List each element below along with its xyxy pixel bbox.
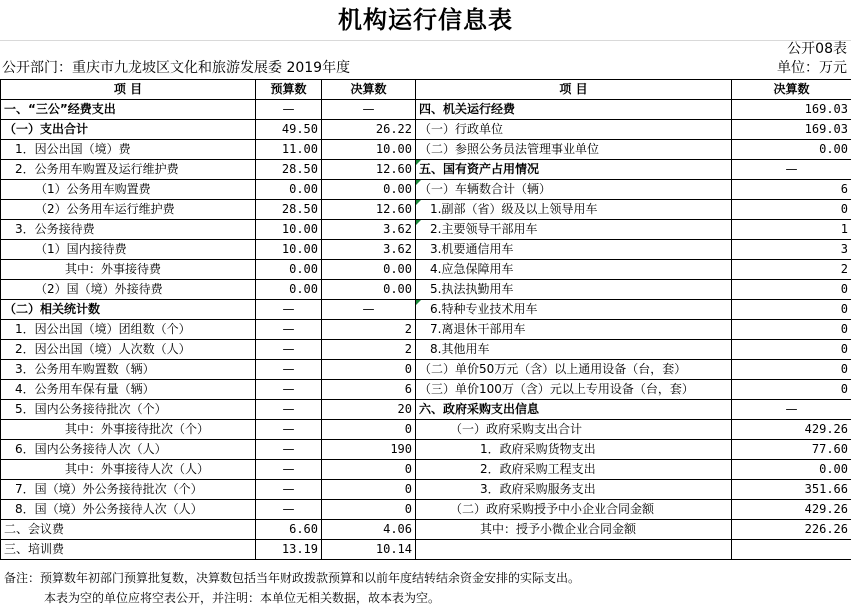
table-row	[1, 300, 851, 320]
left-budget-value: 28.50	[256, 200, 322, 220]
left-item-label: 6．国内公务接待人次（人）	[1, 440, 256, 460]
right-item-label: （二）参照公务员法管理事业单位	[416, 140, 732, 160]
right-final-value: 429.26	[732, 420, 851, 440]
info-table	[0, 79, 851, 560]
right-final-value: —	[732, 400, 851, 420]
left-budget-value: —	[256, 360, 322, 380]
left-item-label: 其中：外事接待费	[1, 260, 256, 280]
left-final-value: 26.22	[322, 120, 416, 140]
left-final-value: 190	[322, 440, 416, 460]
header-final: 决算数	[322, 80, 416, 100]
table-row	[1, 400, 851, 420]
right-final-value: 1	[732, 220, 851, 240]
header-budget: 预算数	[256, 80, 322, 100]
table-row	[1, 480, 851, 500]
table-row	[1, 260, 851, 280]
left-item-label: （2）公务用车运行维护费	[1, 200, 256, 220]
left-budget-value: —	[256, 320, 322, 340]
header-item-right: 项 目	[416, 80, 732, 100]
right-final-value: 6	[732, 180, 851, 200]
table-row	[1, 160, 851, 180]
left-final-value: 10.14	[322, 540, 416, 560]
right-final-value: 0	[732, 340, 851, 360]
left-item-label: （1）公务用车购置费	[1, 180, 256, 200]
left-budget-value: —	[256, 500, 322, 520]
header-final-right: 决算数	[732, 80, 851, 100]
right-final-value: 0	[732, 200, 851, 220]
right-item-label: （二）政府采购授予中小企业合同金额	[416, 500, 732, 520]
left-item-label: 3．公务接待费	[1, 220, 256, 240]
left-budget-value: —	[256, 460, 322, 480]
right-final-value: 169.03	[732, 120, 851, 140]
left-item-label: 3．公务用车购置数（辆）	[1, 360, 256, 380]
right-item-label: （一）车辆数合计（辆）	[416, 180, 732, 200]
right-item-label: 六、政府采购支出信息	[416, 400, 732, 420]
right-final-value: 2	[732, 260, 851, 280]
left-item-label: 4．公务用车保有量（辆）	[1, 380, 256, 400]
right-final-value: 429.26	[732, 500, 851, 520]
left-budget-value: —	[256, 400, 322, 420]
right-item-label: 3．政府采购服务支出	[416, 480, 732, 500]
left-final-value: 0.00	[322, 180, 416, 200]
right-final-value: 0	[732, 280, 851, 300]
left-final-value: 12.60	[322, 200, 416, 220]
table-row	[1, 440, 851, 460]
table-row	[1, 240, 851, 260]
right-final-value: 226.26	[732, 520, 851, 540]
left-item-label: 三、培训费	[1, 540, 256, 560]
table-row	[1, 200, 851, 220]
left-item-label: 1．因公出国（境）费	[1, 140, 256, 160]
right-item-label: 五、国有资产占用情况	[416, 160, 732, 180]
table-row	[1, 460, 851, 480]
table-row	[1, 180, 851, 200]
left-final-value: 0.00	[322, 260, 416, 280]
right-final-value: 0.00	[732, 140, 851, 160]
left-budget-value: —	[256, 480, 322, 500]
table-row	[1, 500, 851, 520]
left-item-label: 一、“三公”经费支出	[1, 100, 256, 120]
table-row	[1, 120, 851, 140]
left-item-label: 5．国内公务接待批次（个）	[1, 400, 256, 420]
left-budget-value: —	[256, 340, 322, 360]
left-budget-value: —	[256, 440, 322, 460]
left-budget-value: 11.00	[256, 140, 322, 160]
left-final-value: 2	[322, 320, 416, 340]
unit-label: 单位：万元	[777, 60, 847, 76]
table-row	[1, 520, 851, 540]
left-budget-value: 10.00	[256, 240, 322, 260]
table-row	[1, 220, 851, 240]
footnote-remark: 备注：预算数年初部门预算批复数，决算数包括当年财政拨款预算和以前年度结转结余资金安排的实际支出。	[4, 571, 581, 585]
left-budget-value: —	[256, 380, 322, 400]
left-item-label: （2）国（境）外接待费	[1, 280, 256, 300]
left-item-label: 1．因公出国（境）团组数（个）	[1, 320, 256, 340]
left-item-label: 其中：外事接待批次（个）	[1, 420, 256, 440]
left-final-value: 10.00	[322, 140, 416, 160]
header-item: 项 目	[1, 80, 256, 100]
left-final-value: 3.62	[322, 240, 416, 260]
left-final-value: 0	[322, 460, 416, 480]
right-final-value	[732, 540, 851, 560]
right-final-value: —	[732, 160, 851, 180]
right-item-label: 四、机关运行经费	[416, 100, 732, 120]
left-budget-value: —	[256, 100, 322, 120]
right-item-label: 5.执法执勤用车	[416, 280, 732, 300]
page-title: 机构运行信息表	[0, 0, 851, 41]
left-item-label: （二）相关统计数	[1, 300, 256, 320]
right-item-label: 2.主要领导干部用车	[416, 220, 732, 240]
right-final-value: 0	[732, 320, 851, 340]
left-final-value: 4.06	[322, 520, 416, 540]
left-budget-value: 0.00	[256, 180, 322, 200]
right-item-label: 6.特种专业技术用车	[416, 300, 732, 320]
left-budget-value: 6.60	[256, 520, 322, 540]
right-final-value: 169.03	[732, 100, 851, 120]
left-final-value: 20	[322, 400, 416, 420]
table-row	[1, 340, 851, 360]
table-row	[1, 140, 851, 160]
left-item-label: 2．因公出国（境）人次数（人）	[1, 340, 256, 360]
right-final-value: 0.00	[732, 460, 851, 480]
left-item-label: （1）国内接待费	[1, 240, 256, 260]
table-row	[1, 100, 851, 120]
left-final-value: 0	[322, 360, 416, 380]
right-item-label: 7.离退休干部用车	[416, 320, 732, 340]
left-final-value: —	[322, 100, 416, 120]
left-item-label: （一）支出合计	[1, 120, 256, 140]
table-row	[1, 280, 851, 300]
left-budget-value: 0.00	[256, 260, 322, 280]
left-final-value: 0.00	[322, 280, 416, 300]
right-item-label: （三）单价100万（含）元以上专用设备（台，套）	[416, 380, 732, 400]
right-item-label: 其中：授予小微企业合同金额	[416, 520, 732, 540]
right-final-value: 77.60	[732, 440, 851, 460]
right-final-value: 0	[732, 360, 851, 380]
left-budget-value: 49.50	[256, 120, 322, 140]
left-budget-value: —	[256, 420, 322, 440]
left-final-value: 2	[322, 340, 416, 360]
footnote-empty-table: 本表为空的单位应将空表公开，并注明：本单位无相关数据，故本表为空。	[44, 591, 441, 605]
right-item-label: 4.应急保障用车	[416, 260, 732, 280]
left-final-value: —	[322, 300, 416, 320]
right-item-label: 1.副部（省）级及以上领导用车	[416, 200, 732, 220]
table-row	[1, 320, 851, 340]
right-item-label: （一）政府采购支出合计	[416, 420, 732, 440]
right-item-label: 1．政府采购货物支出	[416, 440, 732, 460]
left-budget-value: 28.50	[256, 160, 322, 180]
left-final-value: 6	[322, 380, 416, 400]
right-final-value: 351.66	[732, 480, 851, 500]
right-item-label	[416, 540, 732, 560]
left-budget-value: 0.00	[256, 280, 322, 300]
table-row	[1, 420, 851, 440]
right-item-label: 8.其他用车	[416, 340, 732, 360]
left-item-label: 二、会议费	[1, 520, 256, 540]
left-final-value: 0	[322, 500, 416, 520]
left-final-value: 12.60	[322, 160, 416, 180]
right-item-label: （一）行政单位	[416, 120, 732, 140]
right-final-value: 0	[732, 300, 851, 320]
left-item-label: 其中：外事接待人次（人）	[1, 460, 256, 480]
left-item-label: 7．国（境）外公务接待批次（个）	[1, 480, 256, 500]
left-final-value: 0	[322, 420, 416, 440]
left-budget-value: 13.19	[256, 540, 322, 560]
table-row	[1, 380, 851, 400]
right-item-label: 3.机要通信用车	[416, 240, 732, 260]
right-final-value: 3	[732, 240, 851, 260]
left-item-label: 2．公务用车购置及运行维护费	[1, 160, 256, 180]
left-item-label: 8．国（境）外公务接待人次（人）	[1, 500, 256, 520]
right-item-label: （二）单价50万元（含）以上通用设备（台，套）	[416, 360, 732, 380]
table-row	[1, 540, 851, 560]
left-budget-value: 10.00	[256, 220, 322, 240]
left-final-value: 3.62	[322, 220, 416, 240]
left-budget-value: —	[256, 300, 322, 320]
right-item-label: 2．政府采购工程支出	[416, 460, 732, 480]
department-line: 公开部门：重庆市九龙坡区文化和旅游发展委 2019年度	[2, 60, 351, 76]
left-final-value: 0	[322, 480, 416, 500]
right-final-value: 0	[732, 380, 851, 400]
form-number: 公开08表	[787, 41, 847, 57]
header-row	[1, 80, 851, 100]
table-row	[1, 360, 851, 380]
